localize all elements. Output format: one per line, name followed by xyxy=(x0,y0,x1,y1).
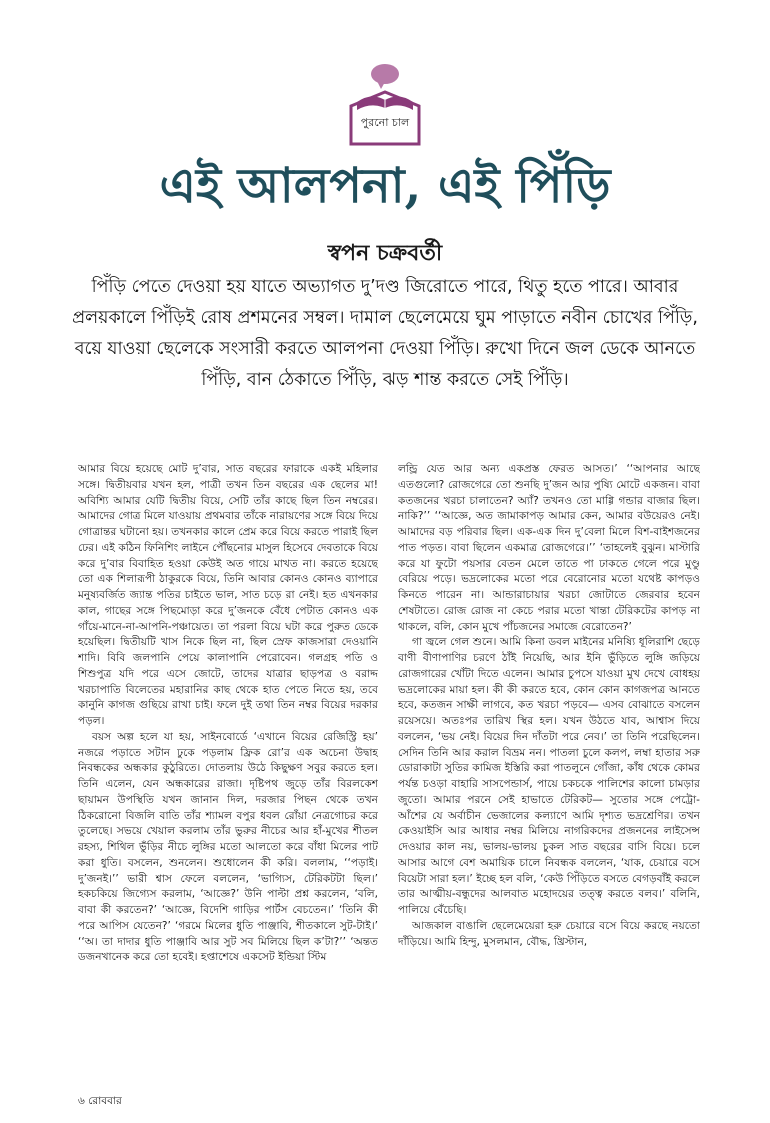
body-paragraph: আমার বিয়ে হয়েছে মোট দু’বার, সাত বছরের ফারাকে একই মহিলার সঙ্গে। দ্বিতীয়বার যখন হল, পাত্রী তখন তিন বছরের এক ছেলের মা! অবিশ্যি আমার যেটি দ্বিতীয় বিয়ে, সেটি তাঁর কাছে ছিল তিন নম্বরের। আমাদের গোত্র মিলে যাওয়ায় প্রথমবার তাঁকে নারায়ণের সঙ্গে বিয়ে দিয়ে গোত্রান্তর ঘটানো হয়। তখনকার কালে প্রেম করে বিয়ে করতে পারাই ছিল ঢের। এই কঠিন ফিনিশিং লাইনে পৌঁছনোর মাসুল হিসেবে দেবতাকে বিয়ে করে দু’বার বিবাহিত হওয়া কেউই অত গায়ে মাখত না। করতে হয়েছে তো এক শিলারূপী ঠাকুরকে বিয়ে, তিনি আবার কোনও কোনও ব্যাপারে মনুষ্যবর্জিত জ্যান্ত পতির চাইতে ভাল, সাত চড়ে রা নেই। হত এখনকার কাল, গাছের সঙ্গে পিছমোড়া করে দু’জনকে বেঁধে পেটাত কোনও এক গাঁয়ে-মানে-না-আপনি-পঞ্চায়েত। তা পরলা বিয়ে ঘটা করে পুরুত ডেকে হয়েছিল। দ্বিতীয়টি খাস নিকে ছিল না, ছিল স্রেফ কাজসারা দেওয়ানি শাদি। বিবি জলপানি পেয়ে কালাপানি পেরোবেন। গলগ্রহ পতি ও শিশুপুত্র যদি পরে এসে জোটে, তাদের যাত্রার ছাড়পত্র ও বরাদ্দ খরচাপাতি বিলেতের মহারানির কাছ থেকে হাত পেতে নিতে হয়, তবে কানুনি কাগজ গুছিয়ে রাখা চাই। ফলে দুই তথা তিন নম্বর বিয়ের দরকার পড়ল। xyxy=(78,463,378,727)
body-paragraph: গা জ্বলে গেল শুনে। আমি কিনা ডবল মাইনের মনিষ্যি ধূলিরাশি ছেড়ে বাণী বীণাপাণির চরণে ঠাঁই নিয়েছি, আর ইনি ভুঁড়িতে লুঙ্গি জড়িয়ে রোজগারের খোঁটা দিতে এলেন। আমার চুপসে যাওয়া মুখ দেখে বোধহয় ভদ্রলোকের মায়া হল। কী কী করতে হবে, কোন কোন কাগজপত্র আনতে হবে, কতজন সাক্ষী লাগবে, কত খরচা পড়বে— এসব বোঝাতে বসলেন রয়েসয়ে। অতঃপর তারিখ স্থির হল। যখন উঠতে যাব, আশ্বাস দিয়ে বললেন, ‘ভয় নেই। বিয়ের দিন দাঁতটা পরে নেব।’ তা তিনি পরেছিলেন। সেদিন তিনি আর করাল বিভ্রম নন। পাতলা চুলে কলপ, লম্বা হাতার সরু ডোরাকাটা সুতির কামিজ ইস্তিরি করা পাতলুনে গোঁজা, কাঁধ থেকে কোমর পর্যন্ত চওড়া বাহারি সাসপেন্ডার্স, পায়ে চকচকে পালিশের কালো চামড়ার জুতো। আমার পরনে সেই হাভাতে টেরিকট— সুতোর সঙ্গে পেট্রো-আঁশের যে অর্বাচীন ভেজালের কল্যাণে আমি দৃশ্যত ভদ্রশ্রেণির। তখন কেওয়াইসি আর আধার নম্বর মিলিয়ে নাগরিকদের প্রজননের লাইসেন্স দেওয়ার কাল নয়, ভালয়-ভালয় চুকল সাত বছরের বাসি বিয়ে। চলে আসার আগে বেশ অমায়িক চালে নিবন্ধক বললেন, ‘যাক, চেয়ারে বসে বিয়েটা সারা হল।’ ইচ্ছে হল বলি, ‘কেউ পিঁড়িতে বসতে বেগড়বাঁই করলে তার আত্মীয়-বন্ধুদের আলবাত মহোদয়ের তত্ত্ব করতে বলব।’ বলিনি, পালিয়ে বেঁচেছি। xyxy=(398,636,700,916)
section-logo xyxy=(347,62,423,148)
article-title: এই আলপনা, এই পিঁড়ি xyxy=(159,158,611,214)
body-paragraph: আজকাল বাঙালি ছেলেমেয়েরা হরু চেয়ারে বসে বিয়ে করছে নয়তো দাঁড়িয়ে। আমি হিন্দু, মুসলমান, বৌদ্ধ, খ্রিস্টান, xyxy=(398,919,700,948)
page-footer: ৬ রোববার xyxy=(78,1095,122,1107)
article-author: স্বপন চক্রবর্তী xyxy=(327,241,443,266)
body-column-right xyxy=(398,462,700,1082)
article-intro: পিঁড়ি পেতে দেওয়া হয় যাতে অভ্যাগত দু’দণ্ড জিরোতে পারে, থিতু হতে পারে। আবার প্রলয়কালে পিঁড়িই রোষ প্রশমনের সম্বল। দামাল ছেলেমেয়ে ঘুম পাড়াতে নবীন চোখের পিঁড়ি, বয়ে যাওয়া ছেলেকে সংসারী করতে আলপনা দেওয়া পিঁড়ি। রুখো দিনে জল ডেকে আনতে পিঁড়ি, বান ঠেকাতে পিঁড়ি, ঝড় শান্ত করতে সেই পিঁড়ি। xyxy=(72,277,698,390)
section-label: পুরনো চাল xyxy=(360,116,410,129)
speech-bubble-book-icon xyxy=(347,62,423,148)
body-paragraph: বয়স অল্প হলে যা হয়, সাইনবোর্ডে ‘এখানে বিয়ের রেজিস্ট্রি হয়’ নজরে পড়াতে সটান ঢুকে পড়লাম ফ্রিক রো’র এক অচেনা উদ্বাহ নিবন্ধকের অন্ধকার কুঠুরিতে। দোতলায় উঠে কিছুক্ষণ সবুর করতে হল। তিনি এলেন, যেন অন্ধকারের রাজা। দৃষ্টিপথ জুড়ে তাঁর বিরলকেশ ছায়ামন উপস্থিতি যখন জানান দিল, দরজার পিছন থেকে তখন ঠিকরোনো বিজলি বাতি তাঁর শ্যামল বপুর ধবল রোঁয়া নেত্রগোচর করে তুলেছে। সভয়ে খেয়াল করলাম তাঁর ভুরুর নীচের আর হাঁ-মুখের শীতল রহস্য, শিথিল ভুঁড়ির নীচে লুঙ্গির মতো আলতো করে বাঁধা মিলের পাট করা ধুতি। বসলেন, শুনলেন। শুধোলেন কী করি। বললাম, ‘‘পড়াই। দু’জনই।’’ ভারী শ্বাস ফেলে বললেন, ‘ভাগ্যিস, টেরিকটটা ছিল।’ হকচকিয়ে জিগ্যেস করলাম, ‘আজ্ঞে?’ উনি পাল্টা প্রশ্ন করলেন, ‘বলি, বাবা কী করতেন?’ ‘আজ্ঞে, বিদেশি গাড়ির পার্টস বেচতেন।’ ‘তিনি কী পরে আপিস যেতেন?’ ‘গরমে মিলের ধুতি পাঞ্জাবি, শীতকালে সুট-টাই।’ ‘‘অ। তা দাদার ধুতি পাঞ্জাবি আর সুট সব মিলিয়ে ছিল ক’টা?’’ ‘অন্তত ডজনখানেক করে তো হবেই। হপ্তাশেষে একসেট ইন্ডিয়া স্টিম xyxy=(78,730,378,964)
body-paragraph: লন্ড্রি যেত আর অন্য একপ্রস্ত ফেরত আসত।’ ‘‘আপনার আছে এতগুলো? রোজগেরে তো শুনছি দু’জন আর পুষ্যি মোটে একজন। বাবা কতজনের খরচা চালাতেন? অ্যাঁ? তখনও তো মাগ্গি গন্ডার বাজার ছিল। নাকি?’’ ‘‘আজ্ঞে, অত জামাকাপড় আমার কেন, আমার বউয়েরও নেই। আমাদের বড় পরিবার ছিল। এক-এক দিন দু’বেলা মিলে বিশ-বাইশজনের পাত পড়ত। বাবা ছিলেন একমাত্র রোজগেরে।’’ ‘তাহলেই বুঝুন। মাস্টারি করে যা ফুটো পয়সার বেতন মেলে তাতে পা ঢাকতে গেলে পরে মুণ্ডু বেরিয়ে পড়ে। ভদ্রলোকের মতো পরে বেরোনোর মতো যথেষ্ট কাপড়ও কিনতে পারেন না। আন্ডারাচায়ার খরচা জোটাতে জেরবার হবেন শেষটাতে। রোজ রোজ না কেচে পরার মতো খান্তা টেরিকটের কাপড় না থাকলে, বলি, কোন মুখে পাঁচজনের সমাজে বেরোতেন?’ xyxy=(398,463,700,633)
body-column-left xyxy=(78,462,378,1082)
